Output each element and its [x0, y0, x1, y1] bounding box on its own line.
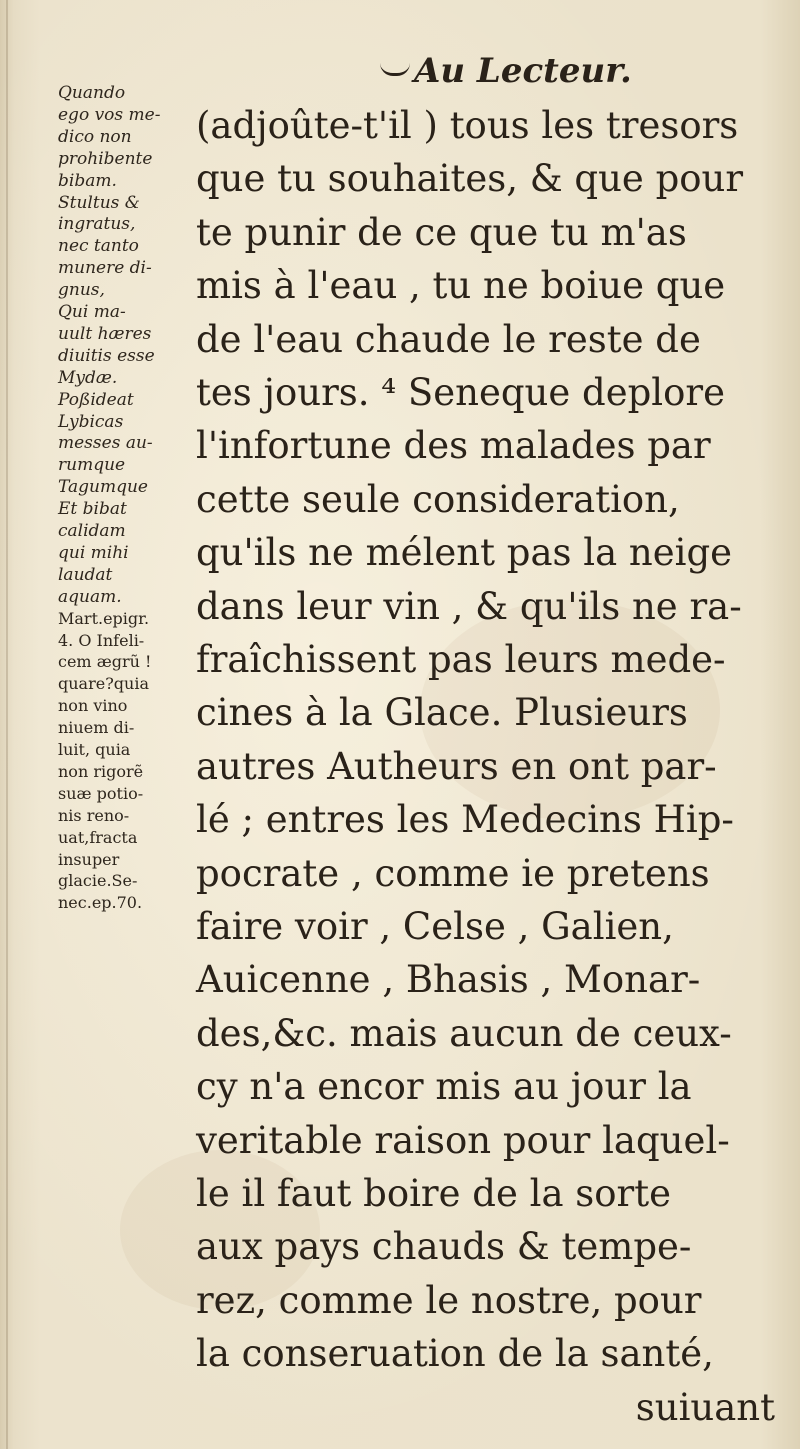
body-text-line: mis à l'eau , tu ne boiue que: [196, 264, 726, 308]
marginal-note-line: suæ potio-: [58, 783, 144, 803]
body-text-line: pocrate , comme ie pretens: [196, 851, 710, 895]
body-text-line: qu'ils ne mélent pas la neige: [196, 531, 733, 575]
marginal-note-line: nis reno-: [58, 805, 130, 825]
body-text-line: cy n'a encor mis au jour la: [196, 1065, 692, 1109]
marginal-note-line: uat,fracta: [58, 827, 138, 847]
marginal-note-line: niuem di-: [58, 718, 135, 738]
marginal-note-line: dico non: [58, 126, 132, 147]
body-text-line: veritable raison pour laquel-: [196, 1118, 730, 1162]
body-text-line: dans leur vin , & qu'ils ne ra-: [196, 584, 742, 628]
running-header-title: Au Lecteur.: [414, 51, 632, 91]
marginal-note-line: luit, quia: [58, 740, 131, 759]
marginal-note-line: Lybicas: [58, 411, 124, 432]
body-text-line: que tu souhaites, & que pour: [196, 157, 744, 201]
body-text-line: cines à la Glace. Plusieurs: [196, 691, 688, 735]
marginal-note-line: aquam.: [58, 586, 122, 607]
page-fold-edge: [6, 0, 8, 1449]
marginal-note-line: Poßideat: [58, 389, 134, 410]
body-text-line: Auicenne , Bhasis , Monar-: [196, 958, 701, 1002]
body-text-line: fraîchissent pas leurs mede-: [196, 638, 726, 681]
marginal-note-line: rumque: [58, 455, 126, 476]
body-text-line: aux pays chauds & tempe-: [196, 1225, 692, 1269]
marginal-note-line: ego vos me-: [58, 104, 161, 125]
body-text-line: la conseruation de la santé,: [196, 1332, 714, 1376]
running-header: [380, 46, 640, 96]
body-text-line: cette seule consideration,: [196, 477, 680, 521]
marginal-note-line: Qui ma-: [58, 302, 126, 322]
body-text-line: rez, comme le nostre, pour: [196, 1278, 702, 1322]
marginal-note-line: non rigorẽ: [58, 761, 144, 781]
marginal-note-line: Tagumque: [58, 477, 148, 498]
marginal-note-line: 4. O Infeli-: [58, 630, 145, 650]
marginal-note-line: Mydæ.: [58, 367, 118, 388]
body-text-line: lé ; entres les Medecins Hip-: [196, 798, 734, 842]
marginal-note-line: ingratus,: [58, 214, 136, 235]
body-text-line: tes jours. ⁴ Seneque deplore: [196, 371, 725, 414]
marginal-note-line: laudat: [58, 564, 113, 585]
body-text-line: faire voir , Celse , Galien,: [196, 905, 674, 948]
marginal-note-line: cem ægrũ !: [58, 652, 152, 672]
marginal-note-line: nec tanto: [58, 236, 139, 257]
body-text-line: de l'eau chaude le reste de: [196, 317, 701, 361]
marginal-note-line: quare?quia: [58, 674, 149, 694]
marginal-note-line: qui mihi: [58, 542, 129, 563]
body-text-line: des,&c. mais aucun de ceux-: [196, 1011, 732, 1055]
marginal-note-line: bibam.: [58, 170, 117, 191]
marginal-note-line: messes au-: [58, 433, 153, 454]
marginal-note-line: Et bibat: [58, 499, 127, 520]
marginal-note-line: munere di-: [58, 258, 152, 279]
marginal-note-line: non vino: [58, 696, 128, 716]
marginal-note-line: nec.ep.70.: [58, 893, 143, 913]
body-text-line: l'infortune des malades par: [196, 424, 711, 468]
marginal-note-line: Quando: [58, 83, 126, 103]
marginal-note-line: Mart.epigr.: [58, 608, 150, 628]
marginal-note-line: insuper: [58, 849, 120, 869]
marginal-note-line: uult hæres: [58, 323, 152, 344]
marginal-note-line: gnus,: [58, 280, 105, 301]
catchword: suiuant: [635, 1385, 775, 1429]
body-text-line: (adjoûte-t'il ) tous les tresors: [196, 104, 739, 147]
body-text-line: le il faut boire de la sorte: [196, 1172, 671, 1215]
marginal-note-line: Stultus &: [58, 192, 140, 213]
marginal-note-line: prohibente: [58, 148, 153, 169]
marginal-note-line: diuitis esse: [58, 345, 155, 366]
body-text-line: autres Autheurs en ont par-: [196, 744, 717, 788]
marginal-note-line: calidam: [58, 521, 126, 541]
marginal-note-line: glacie.Se-: [58, 871, 138, 891]
header-flourish-ornament: [380, 63, 410, 76]
body-text-line: te punir de ce que tu m'as: [196, 210, 687, 254]
